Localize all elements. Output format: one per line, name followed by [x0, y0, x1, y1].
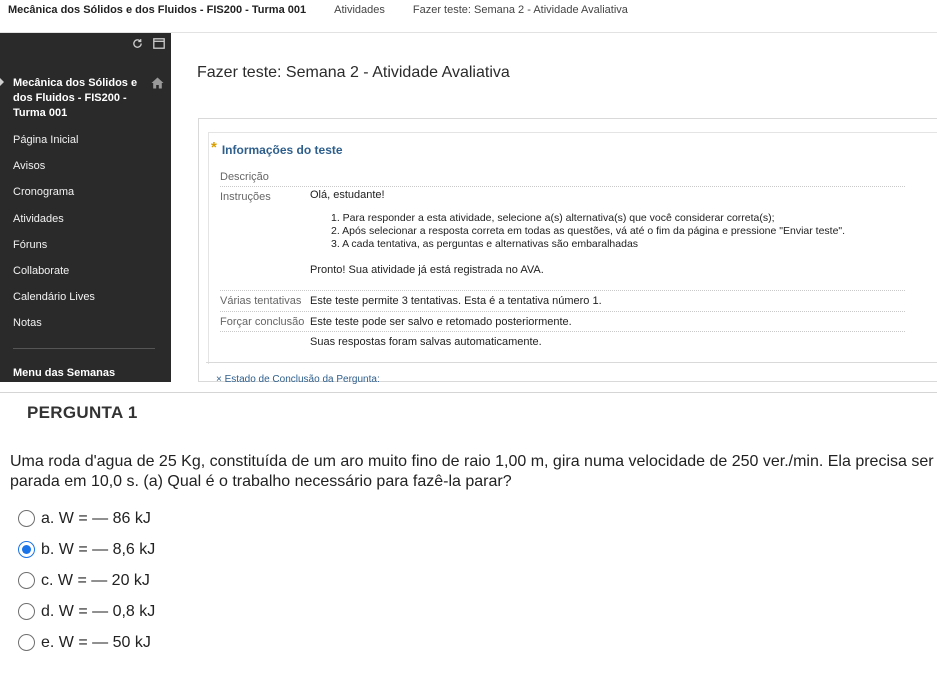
answer-option-c[interactable] [18, 565, 155, 596]
panel-bottom-divider [206, 362, 937, 363]
sidebar-item-pagina-inicial[interactable]: Página Inicial [13, 134, 79, 146]
row-divider [220, 186, 905, 187]
answer-option-d[interactable] [18, 596, 155, 627]
instructions-step: 3. A cada tentativa, as perguntas e alternativas são embaralhadas [331, 238, 639, 250]
sidebar-item-cronograma[interactable]: Cronograma [13, 186, 75, 199]
answer-option-a[interactable] [18, 503, 155, 534]
instructions-steps [331, 212, 845, 251]
sidebar-item-foruns[interactable]: Fóruns [13, 238, 48, 251]
row-divider [220, 311, 905, 312]
description-label: Descrição [220, 171, 269, 183]
sidebar-item-notas[interactable]: Notas [13, 317, 42, 330]
star-icon: * [211, 138, 217, 156]
breadcrumb [0, 0, 937, 33]
answer-option-label[interactable]: a. W = — 86 kJ [41, 509, 151, 527]
test-info-heading[interactable] [211, 138, 343, 157]
sidebar-section-menu-semanas[interactable]: Menu das Semanas [13, 367, 116, 379]
instructions-label: Instruções [220, 191, 271, 203]
sidebar-course-title[interactable]: Mecânica dos Sólidos e dos Fluidos - FIS200 - Turma 001 [13, 77, 138, 119]
answer-option-label[interactable]: c. W = — 20 kJ [41, 571, 150, 589]
sidebar-menu [13, 134, 95, 344]
force-completion-value: Este teste pode ser salvo e retomado posteriormente. [310, 316, 572, 328]
row-divider [220, 331, 905, 332]
instructions-ready-text: Pronto! Sua atividade já está registrada no AVA. [310, 264, 544, 276]
row-divider [220, 290, 905, 291]
sidebar-item-avisos[interactable]: Avisos [13, 160, 46, 173]
question-title: PERGUNTA 1 [27, 403, 138, 422]
breadcrumb-course-link[interactable]: Mecânica dos Sólidos e dos Fluidos - FIS200 - Turma 001 [8, 4, 307, 16]
collapse-menu-icon[interactable] [153, 38, 165, 49]
completion-status-toggle[interactable]: × Estado de Conclusão da Pergunta: [216, 374, 380, 385]
sidebar-item-calendario-lives[interactable]: Calendário Lives [13, 291, 95, 304]
answer-option-b[interactable] [18, 534, 155, 565]
question-text: Uma roda d'agua de 25 Kg, constituída de um aro muito fino de raio 1,00 m, gira numa velocidade de 250 ver./min. Ela precisa ser parada em 10,0 s. (a) Qual é o trabalho necessário para fazê-la parar? [10, 453, 934, 490]
attempts-value: Este teste permite 3 tentativas. Esta é a tentativa número 1. [310, 295, 602, 307]
radio-button[interactable] [18, 572, 35, 589]
answer-option-label[interactable]: d. W = — 0,8 kJ [41, 602, 156, 620]
refresh-icon[interactable] [132, 38, 143, 49]
radio-button[interactable] [18, 510, 35, 527]
instructions-step: 1. Para responder a esta atividade, selecione a(s) alternativa(s) que você considerar correta(s); [331, 212, 775, 224]
force-completion-label: Forçar conclusão [220, 316, 305, 328]
home-icon[interactable] [151, 76, 164, 94]
question-separator [0, 392, 937, 393]
breadcrumb-current-page: Fazer teste: Semana 2 - Atividade Avaliativa [412, 4, 628, 16]
breadcrumb-activities-link[interactable]: Atividades [334, 4, 385, 16]
course-sidebar [0, 33, 171, 382]
sidebar-item-collaborate[interactable]: Collaborate [13, 264, 70, 277]
answer-option-label[interactable]: e. W = — 50 kJ [41, 633, 151, 651]
radio-button[interactable] [18, 603, 35, 620]
sidebar-divider [13, 348, 155, 349]
answer-option-e[interactable] [18, 627, 155, 658]
answer-option-label[interactable]: b. W = — 8,6 kJ [41, 540, 156, 558]
expand-arrow-icon[interactable] [0, 78, 4, 86]
answer-options [18, 503, 155, 658]
instructions-step: 2. Após selecionar a resposta correta em todas as questões, vá até o fim da página e pressione "Enviar teste". [331, 225, 846, 237]
autosave-status: Suas respostas foram salvas automaticamente. [310, 336, 542, 348]
radio-button[interactable] [18, 634, 35, 651]
test-info-heading-text: Informações do teste [221, 143, 343, 157]
instructions-greeting: Olá, estudante! [310, 189, 385, 201]
page-title: Fazer teste: Semana 2 - Atividade Avaliativa [197, 64, 510, 81]
attempts-label: Várias tentativas [220, 295, 302, 307]
sidebar-item-atividades[interactable]: Atividades [13, 212, 64, 225]
radio-button-selected[interactable] [18, 541, 35, 558]
